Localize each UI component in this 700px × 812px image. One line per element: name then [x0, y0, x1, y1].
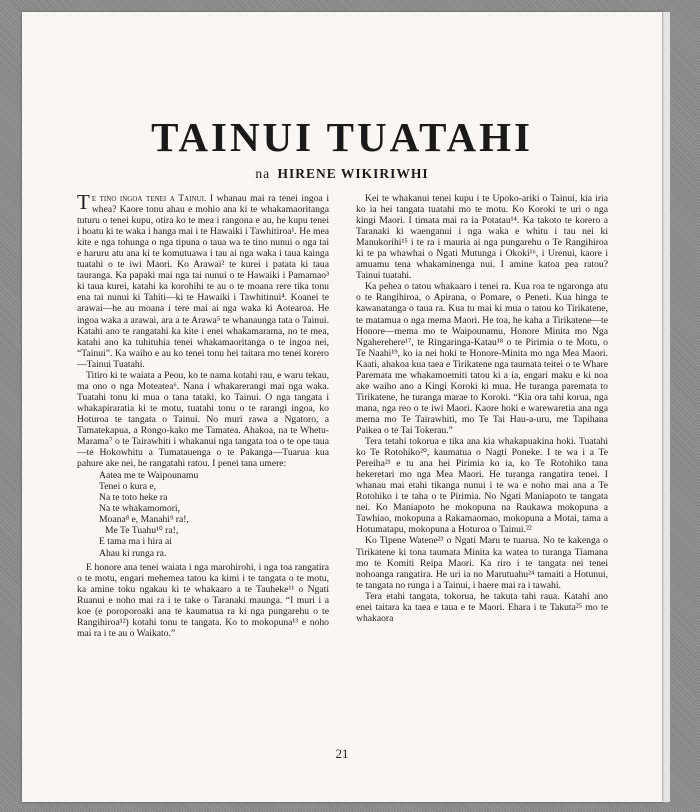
right-paragraph-3: Tera tetahi tokorua e tika ana kia whakapuakina hoki. Tuatahi ko Te Rotohiko²⁰, kaumatua o Nagti Poneke. I te wa i a Te Pereiha²¹ e tu ana hei Pirimia ko ia, ko Te Rotohiko tana hekeretari mo nga Mea Maori. He turanga rangatira tenei. I whanau mai etahi tikanga nunui i te wa e noho mai ana a Te Rotohiko i te taha o te Pirimia. No Ngati Maniapoto te tangata nei. Ko Maniapoto he mokopuna na Raukawa mokopuna a Tawhiao, mokopuna a Rakamaomao, mokopuna a Motai, tama a Hotumatapu, mokopuna a Hoturoa o Tainui.²²: [356, 436, 608, 536]
right-paragraph-5: Tera etahi tangata, tokorua, he takuta tahi raua. Katahi ano enei taitara ka taea e taua e te Maori. Ehara i te Takuta²⁵ mo te whakaora: [356, 590, 608, 624]
page-number: 21: [335, 746, 349, 761]
right-paragraph-1: Kei te whakanui tenei kupu i te Upoko-ariki o Tainui, kia iria ko ia hei tangata tuatahi mo te motu. Ko Koroki te uri o nga kingi Maori. I timata mai ra ia Potatau¹⁴. Ka takoto te korero a Taranaki ki waenganui i nga waka e whitu i tau nei ki Manukorihi¹⁵ i te ra i mauria ai nga pungarehu o Te Rangihiroa ki te pa whawhai o Ngati Mutunga i Okoki¹⁶, i Urenui, kaore i amuamu tena whakaminenga nui. I amine katoa pea ratou? Tainui tuatahi.: [356, 193, 608, 282]
left-paragraph-1-text: I whanau mai ra tenei ingoa i whea? Kaore tonu ahau e mohio ana ki te whakamaoritanga tuturu o tenei kupu, otira ko te mea i rangona e au, he kupu tenei i hoatu ki te waka i hanga mai i te Hawaiki i Tawhitiroa¹. He mea kite e nga tohunga o nga tipuna o taua wa te tino nunui o nga tai e haruru atu ana ki te komutuawa i tau ai nga waka i taua kainga tuatahi o te iwi Maori. Ko Arawai² te kurei i patata ki taua tauranga. Ka papaki mai nga tai nunui o te Hawaiki i Pamamao³ ki taua kurei, katahi ka korohihi te au o te moana rere tika tonu ena tai nunui ki Tahiti—ki te Hawaiki i Tawhitinui⁴. Koanei te arawai—he au moana i tere mai ai nga waka ki Aotearoa. He ingoa waka a arawai, ara a te Arawa⁵ te whanaunga tata o Tainui. Katahi ano te rangatahi ka kite i enei whakamarama, no te mea, katahi ano ka tuhituhia tenei whakamaoritanga o te ingoa nei, “Tainui”. Ka waiho e au ko tenei tonu hei taitara mo tenei korero—Tainui Tuatahi.: [77, 193, 330, 370]
article-byline: [22, 166, 662, 182]
left-column: [77, 190, 330, 639]
right-paragraph-2: Ka pehea o tatou whakaaro i tenei ra. Kua roa te ngaronga atu o te Rangihiroa, o Apirana, o Pomare, o Peneti. Kua hinga te kawanatanga o taua ra. Kua tu mai ki mua o tatou ko Tirikatene, te matamua o nga mema Maori. He toa, he kaha a Tirikatene—te Honore—mema mo te Waipounamu, Honore Minita mo Nga Ngaherehere¹⁷, te Ringaringa-Katau¹⁸ o te Pirimia o te Motu, o Te Naahi¹⁹, ko ia nei hoki te Honore-Minita mo nga Mea Maori. Kaati, ahakoa kua taea e Tirikatene nga taumata teitei o te Whare Paremata me whakamoemiti tatou ki a ia, engari maku e ki noa ake waiho ano a Kingi Koroki ki mua. He turanga paremata to Tirikatene, he turanga marae to Koroki. “Kia ora tahi koruа, nga mana, nga reo o te iwi Maori. Kaore hoki e warewaretia ana nga mema mo Te Tairawhiti, mo Te Tai Hau-a-uru, me Tapihana Paikea o te Tai Tokerau.”: [356, 281, 608, 436]
left-paragraph-3: E honore ana tenei waiata i nga marohirohi, i nga toa rangatira o te motu, engari mehemea tatou ka kimi i te tangata o te motu, ka amine toku ngakau ki te whakaaro a te Tauheke¹¹ o Ngati Ruanui e noho mai ra i te take o Taranaki maunga. “I muri i a koe (e poroporoaki ana te kaumatua ra ki nga pungarehu o te Rangihiroa¹²) kotahi tonu te tangata. Ko to mokopuna¹³ e noho mai ra i te au o Waikato.”: [77, 561, 329, 639]
verse-line: Ahau ki runga ra.: [99, 547, 167, 559]
left-paragraph-1: [77, 190, 330, 370]
verse-line: Na te toto heke ra: [99, 492, 168, 504]
right-column: [356, 193, 608, 624]
verse-line: Aatea me te Waipounamu: [99, 470, 199, 482]
drop-cap: T: [77, 190, 90, 214]
byline-author: HIRENE WIKIRIWHI: [277, 166, 429, 181]
byline-prefix: na: [255, 166, 271, 181]
left-paragraph-2: Titiro ki te waiata a Peou, ko te nama kotahi rau, e waru tekau, ma ono o nga Moteatea⁶. Nana i whakarerangi mai nga waka. Tuatahi tonu ki mua o tana tataki, ko Tainui. O nga tangata i whakapiraratia ki te motu, tuatahi tonu o te rarangi ingoa, ko Hoturoa te tangata o Tainui. No muri rawa a Ngatoro, a Tamatekapua, a Rongo-kako me Tamatea. Ahakoa, na te Whetu-Marama⁷ o te Tairawhiti i whakanui nga tangata toa o te ope taua—te Hokowhitu a Tumatauenga o te Pakanga—Tuarua kua pahure ake nei, he rangatahi ratou. I penei tana umere:: [77, 369, 329, 470]
article-title: TAINUI TUATAHI: [151, 114, 533, 160]
verse-line: E tama ma i hira ai: [99, 536, 172, 548]
verse-line: Me Te Tuahu¹⁰ ra!,: [105, 525, 179, 537]
right-paragraph-4: Ko Tipene Watene²³ o Ngati Maru te tuarua. No te kakenga o Tirikatene ki tona taumata Minita ka watea to turanga Tiamana mo te Komiti Reipa Maori. Ka riro i te tangata nei tenei nohoanga rangatira. He uri ia no Marutuahu²⁴ tamaiti a Hotunui, te tangata no runga i a Tainui, i haere mai ra i tawahi.: [356, 535, 608, 591]
opening-small-caps: e tino ingoa tenei a Tainui.: [91, 193, 207, 204]
waiata-verse: [99, 470, 329, 558]
verse-line: Tenei o kura e,: [99, 481, 157, 493]
verse-line: Moana⁸ e, Manahi⁹ ra!,: [99, 514, 189, 526]
page-edge-shadow: [662, 12, 670, 802]
verse-line: Na te whakamomori,: [99, 503, 180, 515]
